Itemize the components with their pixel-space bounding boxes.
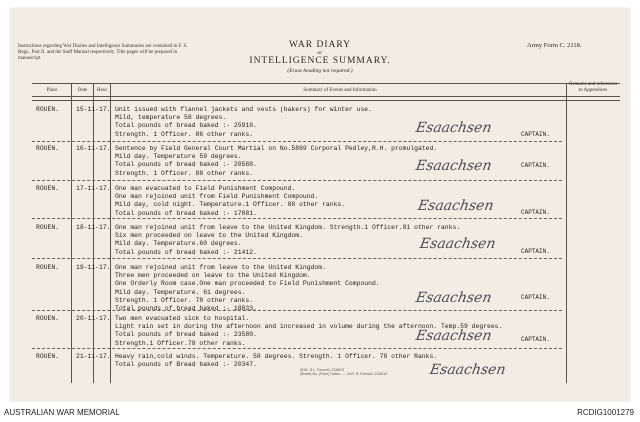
signature: Esaachsen: [414, 158, 493, 174]
captain-label: CAPTAIN.: [521, 248, 550, 255]
title-intelligence-summary: INTELLIGENCE SUMMARY.: [249, 56, 391, 66]
title-war-diary: WAR DIARY: [288, 40, 352, 50]
archive-name: AUSTRALIAN WAR MEMORIAL: [4, 408, 120, 417]
captain-label: CAPTAIN.: [521, 162, 550, 169]
row-separator: [32, 258, 562, 259]
row-separator: [32, 180, 562, 181]
col-header-place: Place: [46, 88, 58, 93]
title-or: or: [317, 50, 323, 56]
entry-text: One man rejoined unit from leave to the United Kingdom. Strength.1 Officer.81 other ranks. Six men proceeded on leave to the United Kingdom. Mild day. Temperature.60 degrees. Total pounds of bread baked :- 21412.: [115, 224, 461, 256]
entry-text: One man evacuated to Field Punishment Compound. One man rejoined unit from Field Punishment Compound. Mild day, cold night. Temperature.1 Officer. 88 other ranks. Total pounds of bread baked :- 17881.: [115, 185, 346, 217]
entry-date: 16-11-17.: [76, 145, 111, 152]
col-header-hour: Hour: [96, 88, 108, 93]
record-id: RCDIG1001279: [577, 408, 634, 417]
captain-label: CAPTAIN.: [521, 294, 550, 301]
entry-text: Unit issued with flannel jackets and vests (bakers) for winter use. Mild, temperature 58 degrees. Total pounds of bread baked :- 25910. Strength. 1 Officer. 86 other ranks.: [115, 106, 372, 138]
signature: Esaachsen: [414, 328, 493, 344]
entry-date: 18-11-17.: [76, 224, 111, 231]
entry-place: ROUEN.: [36, 264, 60, 271]
printer-imprint: W.W.- 8 L. Forms/C.2118/13 (Sheet) No. (Form) Dated ...... M.R. R. Forms/C.2118/13: [300, 368, 388, 376]
entry-date: 15-11-17.: [76, 106, 111, 113]
entry-date: 20-11-17.: [76, 315, 111, 322]
row-separator: [32, 141, 562, 142]
captain-label: CAPTAIN.: [521, 131, 550, 138]
signature: Esaachsen: [428, 362, 507, 378]
entry-text: Heavy rain,cold winds. Temperature. 58 degrees. Strength. 1 Officer. 78 other Ranks. Total pounds of Bread baked :- 20347.: [115, 353, 438, 369]
entry-text: Two men evacuated sick to hospital. Light rain set in during the afternoon and increased in volume during the afternoon. Temp.59 degrees. Total pounds of bread baked :- 23580. Strength.1 Officer.78 other ranks.: [115, 315, 503, 347]
col-divider-place: [71, 83, 72, 383]
col-divider-summary: [566, 83, 567, 383]
row-separator: [32, 348, 562, 349]
row-separator: [32, 218, 562, 219]
entry-date: 17-11-17.: [76, 185, 111, 192]
entry-place: ROUEN.: [36, 185, 60, 192]
captain-label: CAPTAIN.: [521, 209, 550, 216]
col-divider-date: [93, 83, 94, 383]
entry-place: ROUEN.: [36, 145, 60, 152]
col-header-date: Date: [77, 88, 88, 93]
col-header-summary: Summary of Events and Information: [303, 88, 377, 93]
army-form-ref: Army Form C. 2118.: [527, 42, 582, 49]
entry-place: ROUEN.: [36, 224, 60, 231]
signature: Esaachsen: [414, 120, 493, 136]
col-header-remarks: Remarks and references to Appendices: [568, 82, 618, 93]
entry-date: 21-11-17.: [76, 353, 111, 360]
title-note: (Erase heading not required.): [287, 68, 353, 74]
entry-place: ROUEN.: [36, 106, 60, 113]
signature: Esaachsen: [414, 290, 493, 306]
table-header-rule-2: [32, 100, 620, 101]
entry-text: One man rejoined unit from leave to the United Kingdom. Three men proceeded on leave to the United Kingdom. One Orderly Room case.One man proceeded to Field Punishment Compound. Mild day. Temperature. 61 degrees. Strength. 1 Officer. 78 other ranks. Total pounds of bread baked :- 18833.: [115, 264, 380, 313]
entry-text: Sentence by Field General Court Martial on No.5869 Corporal Pedley,R.H. promulgated. Mild day. Temperature 59 degrees. Total pounds of bread baked :- 20588. Strength. 1 Officer. 88 other ranks.: [115, 145, 438, 177]
signature: Esaachsen: [418, 236, 497, 252]
entry-date: 19-11-17.: [76, 264, 111, 271]
col-divider-hour: [110, 83, 111, 383]
signature: Esaachsen: [416, 198, 495, 214]
captain-label: CAPTAIN.: [521, 336, 550, 343]
entry-place: ROUEN.: [36, 353, 60, 360]
instructions-text: Instructions regarding War Diaries and Intelligence Summaries are contained in F. S. Regs., Part II. and the Staff Manual respectively. Title pages will be prepared in manuscript.: [18, 44, 188, 61]
table-header-rule: [32, 96, 620, 97]
table-top-rule: [32, 83, 620, 84]
entry-place: ROUEN.: [36, 315, 60, 322]
